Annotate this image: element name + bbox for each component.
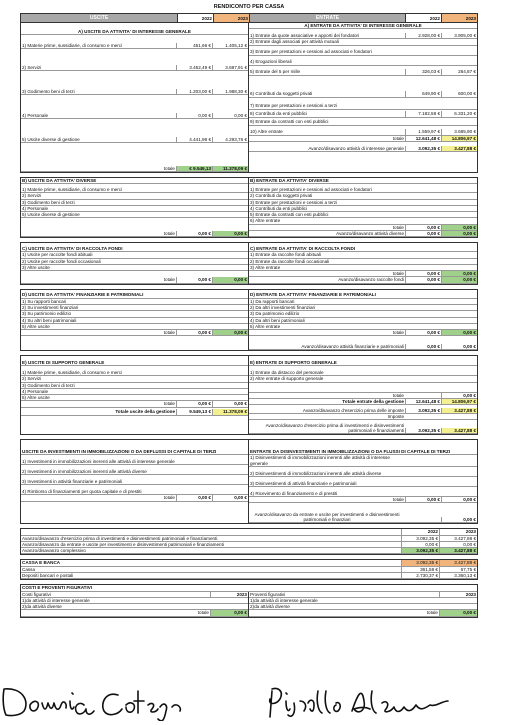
section-d: [20, 289, 478, 352]
row-label: 2)da attività diverse: [22, 604, 62, 610]
year-2022: 2022: [177, 14, 213, 22]
surplus-label: Avanzo/disavanzo raccolte fondi: [338, 277, 404, 283]
value-2023: 1.405,12 €: [212, 43, 248, 48]
row-label: 5) Uscite diverse di gestione: [22, 212, 80, 218]
summary-2023: 0,00 €: [439, 542, 477, 547]
value-2022: 3.452,49 €: [176, 65, 212, 70]
surplus-2022: 3.092,35 €: [405, 146, 441, 151]
surplus-2022: 0,00 €: [405, 344, 441, 349]
row-label: 1)da attività di interesse generale: [250, 597, 318, 603]
row-label: 4) Contributi da enti pubblici: [250, 205, 307, 211]
section-heading: USCITE DA INVESTIMENTI IN IMMOBILIZZAZIONI O DA DEFLUSSI DI CAPITALE DI TERZI: [22, 449, 217, 455]
cash-2023: 67,75 €: [439, 567, 477, 572]
column-header: [20, 13, 478, 23]
year-2023: 2023: [213, 14, 249, 22]
section-heading: B) USCITE DA ATTIVITA' DIVERSE: [22, 178, 97, 183]
gestione-total-label: Totale uscite della gestione: [115, 409, 175, 415]
row-label: 2) Servizi: [22, 64, 42, 70]
row-label: 2) Su investimenti finanziari: [22, 304, 79, 310]
total-label: totale: [163, 495, 175, 501]
pre-tax-2022: 3.092,35 €: [405, 408, 441, 413]
proceeds-year: 2023: [439, 592, 477, 597]
row-label: 1) Su rapporti bancari: [22, 298, 67, 304]
surplus-2022: 0,00 €: [405, 231, 441, 236]
row-label: 2) Uscite per raccolte fondi occasionali: [22, 258, 101, 264]
row-label: 1) Entrate da distacco del personale: [250, 370, 324, 376]
costs-year: 2023: [210, 592, 248, 597]
costs-label: Costi figurativi: [22, 591, 51, 597]
summary-2023: 3.427,88 €: [439, 548, 477, 553]
row-label: 1) Da rapporti bancari: [250, 298, 295, 304]
costs-total: 0,00 €: [210, 610, 248, 615]
row-label: 5) Altre uscite: [22, 323, 50, 329]
row-label: 3) Godimento beni di terzi: [22, 199, 75, 205]
summary-2023: 3.427,88 €: [439, 536, 477, 541]
section-heading: B) ENTRATE DA ATTIVITA' DIVERSE: [250, 178, 329, 183]
deposits-2022: 2.730,37 €: [401, 573, 439, 578]
surplus-2023: 0,00 €: [441, 517, 477, 522]
total-2023: 0,00 €: [212, 401, 248, 406]
total-2022: 0,00 €: [405, 271, 441, 276]
value-2022: 4.441,98 €: [176, 137, 212, 142]
row-label: 2) Investimenti in immobilizzazioni inerenti alle attività diverse: [22, 469, 147, 475]
row-label: 2)da attività diverse: [250, 604, 290, 610]
total-2022: 0,00 €: [176, 231, 212, 236]
surplus-label: Avanzo/disavanzo da entrate e uscite per investimenti e disinvestimenti patrimoniali e finanziari: [254, 511, 400, 523]
figurative-table: [20, 584, 478, 617]
value-2023: 3.905,00 €: [441, 33, 477, 38]
pre-investment-label: Avanzo/disavanzo d'esercizio prima di investimenti e disinvestimenti patrimoniali e finanziamenti: [265, 422, 404, 434]
row-label: 6) Contributi da soggetti privati: [250, 91, 313, 97]
deposits-2023: 3.360,13 €: [439, 573, 477, 578]
row-label: 4) Personale: [22, 112, 49, 118]
pre-investment-2022: 3.092,35 €: [405, 428, 441, 433]
row-label: 3) Su patrimonio edilizio: [22, 311, 72, 317]
total-label: totale: [163, 401, 175, 407]
total-2023: 0,00 €: [441, 330, 477, 335]
total-label: totale: [163, 330, 175, 336]
gestione-total-label: Totale entrate della gestione: [342, 398, 404, 404]
total-2022: 0,00 €: [176, 401, 212, 406]
gestione-total-2022: 12.641,48 €: [405, 399, 441, 404]
summary-2022: 0,00 €: [401, 542, 439, 547]
row-label: 4) Personale: [22, 388, 49, 394]
total-label: totale: [392, 271, 404, 277]
total-2022: 0,00 €: [405, 497, 441, 502]
summary-label: Avanzo/disavanzo d'esercizio prima di investimenti e disinvestimenti patrimoniali e finanziamenti: [22, 535, 218, 541]
row-label: 5) Altre entrate: [250, 323, 281, 329]
surplus-label: Avanzo/disavanzo attività diverse: [336, 230, 404, 236]
value-2022: 2.928,00 €: [405, 33, 441, 38]
row-label: 3) Altre entrate: [250, 264, 281, 270]
total-2023: 0,00 €: [441, 393, 477, 398]
cash-bank-table: [20, 559, 478, 580]
entrate-header: ENTRATE: [250, 14, 405, 22]
row-label: 1) Entrate per prestazioni e cessioni ad associati e fondatori: [250, 187, 372, 192]
row-label: 1) Materie prime, sussidiarie, di consumo e merci: [22, 42, 123, 48]
row-label: 8) Contributi da enti pubblici: [250, 111, 307, 117]
document-title: RENDICONTO PER CASSA: [213, 4, 285, 10]
surplus-2023: 0,00 €: [441, 344, 477, 349]
section-heading: D) ENTRATE DA ATTIVITA' FINANZIARIE E PATRIMONIALI: [250, 292, 376, 298]
total-2022: 0,00 €: [405, 330, 441, 335]
year-2022: 2022: [405, 14, 441, 22]
row-label: 3) Disinvestimenti di attività finanziarie e patrimoniali: [250, 480, 357, 486]
row-label: 1) Entrate da quote associative e apporti dei fondatori: [250, 33, 360, 38]
total-2022: € 9.549,13: [176, 166, 212, 171]
row-label: 3) Altre uscite: [22, 264, 50, 270]
total-label: totale: [392, 497, 404, 503]
deposits-label: Depositi bancari e postali: [22, 573, 74, 578]
pre-tax-2023: 3.427,88 €: [441, 408, 477, 413]
pre-investment-2023: 3.427,88 €: [441, 428, 477, 433]
row-label: 7) Entrate per prestazioni e cessioni a terzi: [250, 103, 338, 109]
year-2023: 2023: [441, 14, 477, 22]
total-2022: 0,00 €: [176, 495, 212, 500]
row-label: 4) Ricevimento di finanziamenti e di prestiti: [250, 490, 338, 496]
surplus-2023: 3.427,88 €: [441, 146, 477, 151]
total-2023: 0,00 €: [441, 497, 477, 502]
row-label: 1) Materie prime, sussidiarie, di consumo e merci: [22, 370, 123, 376]
cash-bank-2022: 3.092,35 €: [401, 560, 439, 565]
row-label: 1) Investimenti in immobilizzazioni inerenti alle attività di interesse generale: [22, 459, 175, 465]
pre-tax-label: Avanzo/disavanzo d'esercizio prima delle imposte: [302, 407, 404, 413]
row-label: 2) Contributi da soggetti privati: [250, 193, 313, 199]
row-label: 3) Entrate per prestazioni e cessioni ad associati e fondatori: [250, 49, 372, 55]
proceeds-total: 0,00 €: [439, 610, 477, 615]
section-e: [20, 355, 478, 435]
value-2022: 1.559,97 €: [405, 129, 441, 134]
total-label: totale: [392, 135, 404, 141]
section-b: [20, 177, 478, 238]
total-2022: 0,00 €: [176, 330, 212, 335]
surplus-2022: 0,00 €: [405, 277, 441, 282]
summary-2022: 3.092,35 €: [401, 548, 439, 553]
row-label: 6) Altre entrate: [250, 218, 281, 224]
total-2023: 0,00 €: [212, 277, 248, 282]
summary-label: Avanzo/disavanzo complessivo: [22, 548, 86, 554]
total-label: totale: [392, 392, 404, 398]
section-heading: E) ENTRATE DI SUPPORTO GENERALE: [250, 360, 337, 366]
taxes-label: Imposte: [387, 414, 404, 420]
value-2022: 0,00 €: [176, 113, 212, 118]
total-label: totale: [163, 277, 175, 283]
row-label: 2) Servizi: [22, 193, 42, 199]
summary-2022: 3.092,35 €: [401, 536, 439, 541]
row-label: 4) Da altri beni patrimoniali: [250, 317, 305, 323]
total-label: totale: [392, 224, 404, 230]
year-2023: 2023: [439, 529, 477, 534]
row-label: 3) Investimenti in attività finanziarie e patrimoniali: [22, 479, 123, 485]
year-2022: 2022: [401, 529, 439, 534]
total-2022: 0,00 €: [176, 277, 212, 282]
total-label: totale: [163, 165, 175, 171]
value-2023: 4.293,76 €: [212, 137, 248, 142]
section-heading: E) USCITE DI SUPPORTO GENERALE: [22, 360, 105, 366]
value-2023: 6.331,20 €: [441, 111, 477, 116]
total-2023: 0,00 €: [441, 225, 477, 230]
total-2023: 0,00 €: [441, 271, 477, 276]
row-label: 4) Rimborso di finanziamenti per quota capitale e di prestiti: [22, 489, 142, 495]
total-2022: 0,00 €: [405, 225, 441, 230]
row-label: 1) Materie prime, sussidiarie, di consumo e merci: [22, 187, 123, 192]
total-label: totale: [197, 610, 209, 616]
row-label: 5) Uscite diverse di gestione: [22, 136, 80, 142]
gestione-total-2023: 11.378,09 €: [212, 409, 248, 414]
cash-label: Cassa: [22, 566, 36, 572]
total-2023: 14.806,97 €: [441, 136, 477, 141]
row-label: 4) Personale: [22, 205, 49, 211]
total-label: totale: [163, 230, 175, 236]
value-2023: 284,87 €: [441, 69, 477, 74]
row-label: 3) Godimento beni di terzi: [22, 382, 75, 388]
row-label: 1)da attività di interesse generale: [22, 597, 90, 603]
section-heading: A) USCITE DA ATTIVITA' DI INTERESSE GENERALE: [78, 28, 191, 34]
value-2022: 649,90 €: [405, 91, 441, 96]
section-c: [20, 242, 478, 284]
row-label: 3) Entrate per prestazioni e cessioni a terzi: [250, 199, 338, 205]
total-2023: 0,00 €: [212, 330, 248, 335]
value-2023: 1.988,30 €: [212, 89, 248, 94]
value-2023: 0,00 €: [212, 113, 248, 118]
proceeds-label: Proventi figurativi: [250, 591, 286, 597]
value-2023: 3.685,90 €: [441, 129, 477, 134]
row-label: 4) Su altri beni patrimoniali: [22, 317, 77, 323]
section-heading: ENTRATE DA DISINVESTIMENTI IN IMMOBILIZZAZIONI O DA FLUSSI DI CAPITALE DI TERZI: [250, 449, 451, 455]
row-label: 3) Da patrimonio edilizio: [250, 311, 300, 317]
section-heading: C) USCITE DA ATTIVITA' DI RACCOLTA FONDI: [22, 245, 123, 251]
value-2022: 1.203,00 €: [176, 89, 212, 94]
gestione-total-2023: 14.806,97 €: [441, 399, 477, 404]
surplus-label: Avanzo/disavanzo attività finanziarie e patrimoniali: [301, 344, 404, 350]
summary-label: Avanzo/disavanzo da entrate e uscite per investimenti e disinvestimenti patrimoniali e finanziamenti: [22, 541, 224, 547]
row-label: 2) Altre entrate di supporto generale: [250, 376, 324, 382]
section-heading: C) ENTRATE DA ATTIVITA' DI RACCOLTA FONDI: [250, 245, 356, 251]
cash-2022: 361,58 €: [401, 567, 439, 572]
section-a: [20, 23, 478, 173]
figurative-heading: COSTI E PROVENTI FIGURATIVI: [22, 585, 93, 591]
value-2022: 7.182,58 €: [405, 111, 441, 116]
total-label: totale: [392, 330, 404, 336]
total-2023: 0,00 €: [212, 495, 248, 500]
row-label: 9) Entrate da contratti con enti pubblici: [250, 119, 329, 125]
section-heading: D) USCITE DA ATTIVITA' FINANZIARIE E PATRIMONIALI: [22, 292, 144, 298]
cash-bank-2023: 3.427,88 €: [439, 560, 477, 565]
row-label: 2) Entrate da raccolte fondi occasionali: [250, 258, 330, 264]
surplus-2023: 0,00 €: [441, 231, 477, 236]
row-label: 4) Erogazioni liberali: [250, 59, 292, 65]
value-2023: 600,00 €: [441, 91, 477, 96]
row-label: 3) Godimento beni di terzi: [22, 88, 75, 94]
row-label: 2) Disinvestimenti di immobilizzazioni inerenti alle attività diverse: [250, 470, 382, 476]
surplus-label: Avanzo/disavanzo attività di interesse generale: [308, 145, 404, 151]
summary-table: [20, 528, 478, 555]
uscite-header: USCITE: [21, 14, 177, 22]
row-label: 2) Servizi: [22, 376, 42, 382]
row-label: 5) Entrate da contratti con enti pubblici: [250, 212, 329, 218]
row-label: 2) Entrate dagli associati per attività mutuali: [250, 39, 339, 45]
total-label: totale: [426, 610, 438, 616]
total-2023: 11.378,09 €: [212, 166, 248, 171]
row-label: 5) Entrate del 5 per mille: [250, 69, 301, 75]
row-label: 1) Uscite per raccolte fondi abituali: [22, 252, 93, 258]
section-investimenti: [20, 439, 478, 524]
gestione-total-2022: 9.549,13 €: [176, 409, 212, 414]
row-label: 2) Da altri investimenti finanziari: [250, 304, 316, 310]
value-2023: 3.687,91 €: [212, 65, 248, 70]
value-2022: 451,66 €: [176, 43, 212, 48]
value-2022: 326,03 €: [405, 69, 441, 74]
surplus-2023: 0,00 €: [441, 277, 477, 282]
row-label: 5) Altre uscite: [22, 395, 50, 401]
cash-bank-heading: CASSA E BANCA: [22, 560, 61, 566]
handwritten-signatures: [0, 681, 512, 721]
rendiconto-page: [20, 4, 478, 618]
row-label: 1) Disinvestimenti di immobilizzazioni inerenti alle attività di interesse generale: [250, 455, 390, 466]
row-label: 1) Entrate da raccolte fondi abituali: [250, 252, 321, 258]
total-2022: 12.641,48 €: [405, 136, 441, 141]
total-2023: 0,00 €: [212, 231, 248, 236]
row-label: 10) Altre entrate: [250, 129, 283, 135]
section-heading: A) ENTRATE DA ATTIVITA' DI INTERESSE GENERALE: [304, 23, 422, 28]
